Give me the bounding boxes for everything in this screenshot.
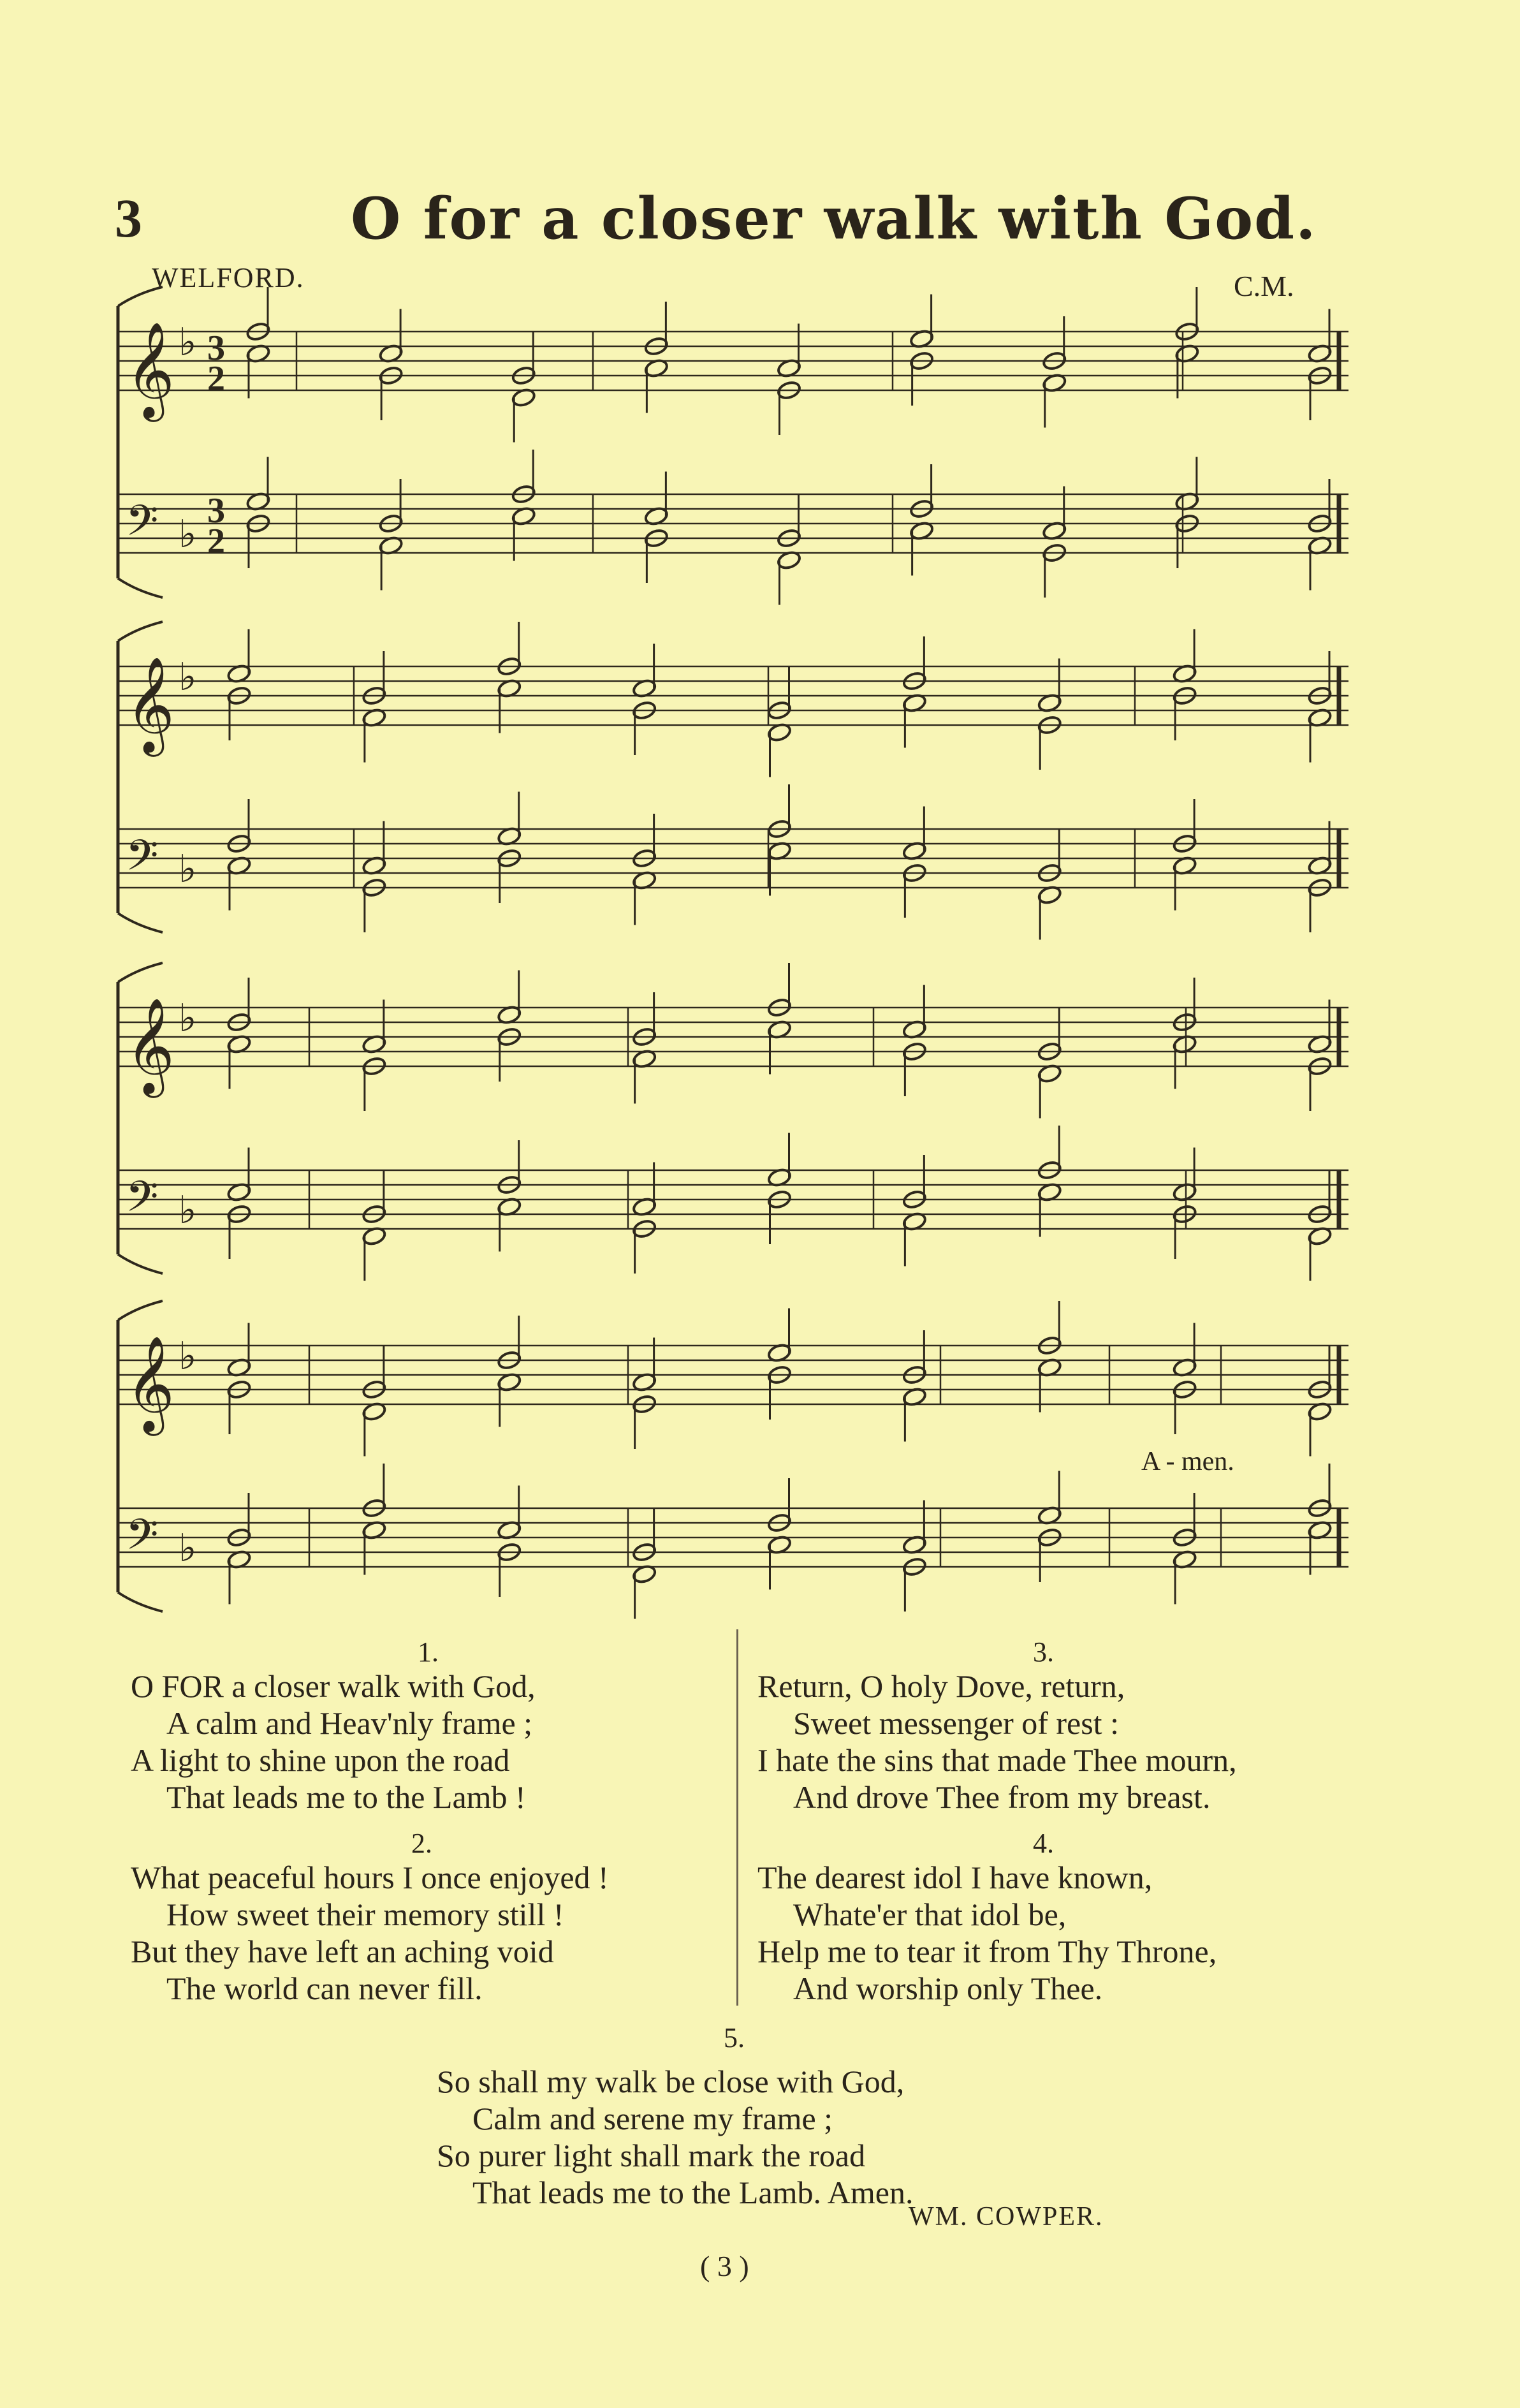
time-signature-top: 3 (207, 328, 225, 368)
verse-3-line-3: I hate the sins that made Thee mourn, (757, 1742, 1237, 1778)
treble-clef-icon: 𝄞 (126, 656, 175, 752)
system-brace-top (118, 287, 163, 306)
verse-1-number: 1. (418, 1636, 439, 1668)
amen-lyric: A - men. (1141, 1447, 1234, 1476)
meter-label: C.M. (1234, 270, 1294, 302)
verse-4-number: 4. (1033, 1828, 1054, 1859)
column-divider (736, 1629, 738, 2006)
bass-clef-icon: 𝄢 (126, 496, 159, 555)
system-brace-top (118, 1301, 163, 1320)
hymn-number: 3 (115, 187, 142, 249)
verse-3-number: 3. (1033, 1636, 1054, 1668)
verse-5-number: 5. (724, 2022, 745, 2053)
verse-5-line-3: So purer light shall mark the road (437, 2138, 866, 2173)
key-flat-icon: ♭ (179, 1525, 197, 1571)
verse-4-line-4: And worship only Thee. (793, 1971, 1103, 2006)
treble-clef-icon: 𝄞 (126, 997, 175, 1094)
hymn-title: O for a closer walk with God. (351, 185, 1317, 253)
verse-5-line-4: That leads me to the Lamb. Amen. (472, 2175, 914, 2210)
verse-4-line-2: Whate'er that idol be, (793, 1897, 1067, 1932)
key-flat-icon: ♭ (179, 995, 197, 1041)
verse-2-line-3: But they have left an aching void (131, 1934, 554, 1969)
verse-5-line-1: So shall my walk be close with God, (437, 2064, 905, 2099)
verse-1 (131, 1668, 536, 1816)
key-flat-icon: ♭ (179, 1333, 197, 1379)
system-brace-top (118, 963, 163, 982)
system-brace-bottom (118, 1592, 163, 1611)
page-number: ( 3 ) (700, 2250, 749, 2282)
verse-2-line-4: The world can never fill. (166, 1971, 483, 2006)
verse-4-line-1: The dearest idol I have known, (757, 1860, 1153, 1895)
verse-3-line-4: And drove Thee from my breast. (793, 1779, 1211, 1815)
bass-clef-icon: 𝄢 (126, 1510, 159, 1569)
verse-1-line-1: O FOR a closer walk with God, (131, 1668, 536, 1704)
verse-2-line-1: What peaceful hours I once enjoyed ! (131, 1860, 609, 1895)
key-flat-icon: ♭ (179, 319, 197, 365)
tune-name: WELFORD. (152, 262, 305, 293)
verse-2-number: 2. (411, 1828, 432, 1859)
verse-3-line-2: Sweet messenger of rest : (793, 1705, 1119, 1741)
author-attribution: WM. COWPER. (909, 2202, 1104, 2231)
verse-4-line-3: Help me to tear it from Thy Throne, (757, 1934, 1217, 1969)
key-flat-icon: ♭ (179, 654, 197, 700)
time-signature-bottom: 2 (207, 359, 225, 399)
system-brace-bottom (118, 1254, 163, 1274)
system-brace-top (118, 622, 163, 641)
bass-clef-icon: 𝄢 (126, 1172, 159, 1231)
verse-5 (437, 2063, 913, 2211)
treble-clef-icon: 𝄞 (126, 321, 175, 418)
key-flat-icon: ♭ (179, 846, 197, 892)
system-brace-bottom (118, 913, 163, 932)
key-flat-icon: ♭ (179, 511, 197, 557)
key-flat-icon: ♭ (179, 1187, 197, 1233)
time-signature-bottom: 2 (207, 522, 225, 561)
verse-3 (757, 1668, 1237, 1816)
verse-2 (131, 1859, 609, 2007)
verse-2-line-2: How sweet their memory still ! (166, 1897, 564, 1932)
treble-clef-icon: 𝄞 (126, 1335, 175, 1432)
verse-4 (757, 1859, 1217, 2007)
verse-5-line-2: Calm and serene my frame ; (472, 2101, 833, 2136)
verse-1-line-4: That leads me to the Lamb ! (166, 1779, 526, 1815)
bass-clef-icon: 𝄢 (126, 831, 159, 890)
verse-3-line-1: Return, O holy Dove, return, (757, 1668, 1125, 1704)
verse-1-line-3: A light to shine upon the road (131, 1742, 510, 1778)
verse-1-line-2: A calm and Heav'nly frame ; (166, 1705, 533, 1741)
system-brace-bottom (118, 578, 163, 598)
time-signature-top: 3 (207, 491, 225, 531)
